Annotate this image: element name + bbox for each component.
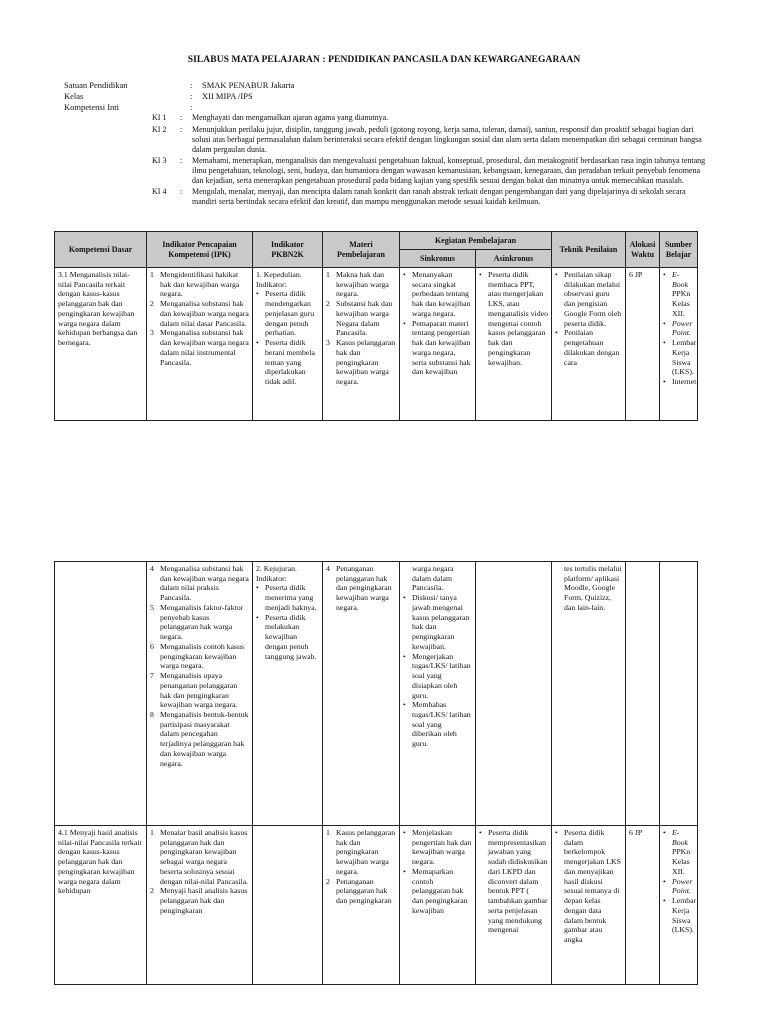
teknik-cell: tes tertulis melalui platform/ aplikasi Moodle, Google Form, Quizizz, dan lain-lain. bbox=[552, 562, 626, 826]
list-item: • Peserta didik membaca PPT, atau mengerjakan LKS, atau menganalisis video mengenai contoh kasus pelanggaran hak dan pengingkaran kewajiban. bbox=[479, 270, 548, 367]
header-alokasi: Alokasi Waktu bbox=[626, 232, 660, 268]
header-kegiatan: Kegiatan Pembelajaran bbox=[400, 232, 552, 250]
list-item: • Power Point. bbox=[663, 876, 693, 896]
sumber-cell bbox=[660, 562, 698, 826]
list-item: • Penilaian sikap dilakukan melalui observasi guru dan pengisian Google Form oleh peserta didik. bbox=[555, 270, 622, 328]
list-item: • Peserta didik melakukan kewajiban dengan penuh tanggung jawab. bbox=[256, 612, 317, 661]
identity-block bbox=[64, 80, 295, 113]
list-item: 3 Kasus pelanggaran hak dan pengingkaran kewajiban warga negara. bbox=[326, 338, 396, 387]
kd-cell: 3.1 Menganalisis nilai-nilai Pancasila terkait dengan kasus-kasus pelanggaran hak dan pengingkaran kewajiban warga negara dalam kehidupan berbangsa dan bernegara. bbox=[55, 268, 147, 421]
ipk-cell bbox=[147, 562, 253, 826]
header-ipk: Indikator Pencapaian Kompetensi (IPK) bbox=[147, 232, 253, 268]
syllabus-table-2 bbox=[54, 561, 698, 985]
list-item: 8 Menganalisis bentuk-bentuk partisipasi masyarakat dalam pencegahan terjadinya pelanggaran hak dan kewajiban warga negara. bbox=[150, 710, 249, 768]
list-item: • Lembar Kerja Siswa (LKS). bbox=[663, 338, 697, 377]
list-item: 6 Menganalisis contoh kasus pengingkaran kewajiban warga negara. bbox=[150, 641, 245, 671]
header-asinkronus: Asinkronus bbox=[476, 250, 552, 268]
list-item: 1 Menalar hasil analisis kasus pelanggaran hak dan pengingkaran kewajiban sebagai warga negara beserta solusinya sesuai dengan nilai-nilai Pancasila. bbox=[150, 828, 249, 886]
list-item: • Internet. bbox=[663, 377, 699, 387]
list-item: • Memaparkan contoh pelanggaran hak dan pengingkaran kewajiban bbox=[403, 866, 468, 915]
ki-row: KI 4 : Mengolah, menalar, menyaji, dan mencipta dalam ranah konkrit dan ranah abstrak terkait dengan pengembangan dari yang dipelajarinya di sekolah secara mandiri serta bertindak secara efektif dan kreatif, dan mampu menggunakan metode sesuai kaidah keilmuan. bbox=[152, 187, 686, 206]
sumber-cell bbox=[660, 826, 698, 985]
core-competency-list bbox=[152, 113, 708, 207]
ki-row: KI 1 : Menghayati dan mengamalkan ajaran agama yang dianutnya. bbox=[152, 113, 389, 122]
list-item: 2 Penanganan pelanggaran hak dan pengingkaran bbox=[326, 876, 392, 906]
list-item: • Mengerjakan tugas/LKS/ latihan soal yang disiapkan oleh guru. bbox=[403, 651, 471, 700]
materi-cell bbox=[323, 268, 400, 421]
teknik-cell bbox=[552, 268, 626, 421]
meta-row-school: Satuan Pendidikan : SMAK PENABUR Jakarta bbox=[64, 80, 295, 90]
list-item: • Peserta didik berani membela teman yang diperlakukan tidak adil. bbox=[256, 338, 316, 387]
document-title: SILABUS MATA PELAJARAN : PENDIDIKAN PANCASILA DAN KEWARGANEGARAAN bbox=[187, 55, 581, 65]
materi-cell bbox=[323, 826, 400, 985]
table-row bbox=[55, 562, 698, 826]
pkbn-cell: 2. Kejujuran. Indikator: • Peserta didik menerima yang menjadi haknya. • Peserta didik melakukan kewajiban dengan penuh tanggung jawab. bbox=[253, 562, 323, 826]
list-item: • Penilaian pengetahuan dilakukan dengan cara bbox=[555, 328, 620, 367]
pkbn-cell bbox=[253, 826, 323, 985]
ipk-cell bbox=[147, 268, 253, 421]
alokasi-cell: 6 JP bbox=[626, 826, 660, 985]
table-row bbox=[55, 268, 698, 421]
alokasi-cell bbox=[626, 562, 660, 826]
list-item: 2 Menganalisa substansi hak dan kewajiban warga negara dalam nilai dasar Pancasila. bbox=[150, 299, 249, 328]
list-item: • Peserta didik mempresentasikan jawaban yang sudah didiskusikan dari LKPD dan diconvert dalam bentuk PPT ( tambahkan gambar serta penjelasan yang mendukung mengenai bbox=[479, 828, 548, 935]
list-item: • Membahas tugas/LKS/ latihan soal yang diberikan oleh guru. bbox=[403, 700, 471, 749]
list-item: 1 Mengidentifikasi hakikat hak dan kewajiban warga negara. bbox=[150, 270, 240, 299]
asinkronus-cell bbox=[476, 268, 552, 421]
meta-row-ki: Kompetensi Inti : bbox=[64, 102, 193, 112]
kd-cell bbox=[55, 562, 147, 826]
table-row bbox=[55, 826, 698, 985]
list-item: 2 Menyaji hasil analisis kasus pelanggaran hak dan pengingkaran bbox=[150, 886, 248, 915]
list-item: • Peserta didik dalam berkelompok mengerjakan LKS dan menyajikan hasil diskusi sesuai temanya di depan kelas dengan data dalam bentuk gambar atau angka bbox=[555, 828, 621, 945]
syllabus-table-1 bbox=[54, 231, 698, 421]
list-item: 1 Kasus pelanggaran hak dan pengingkaran kewajiban warga negara. bbox=[326, 828, 396, 876]
list-item: • Diskusi/ tanya jawab mengenai kasus pelanggaran hak dan pengingkaran kewajiban. bbox=[403, 593, 470, 651]
list-item: • E-Book PPKn Kelas XII. bbox=[663, 270, 691, 318]
sumber-cell bbox=[660, 268, 698, 421]
ki-row: KI 3 : Memahami, menerapkan, menganalisis dan mengevaluasi pengetahuan faktual, konseptual, prosedural, dan metakognitif berdasarkan rasa ingin tahunya tentang ilmu pengetahuan, teknologi, seni, budaya, dan humaniora dengan wawasan kemanusiaan, kebangsaan, kenegaraan, dan peradaban terkait penyebab fenomena dan kejadian, serta menerapkan pengetahuan prosedural pada bidang kajian yang spesifik sesuai dengan bakat dan minatnya untuk memecahkan masalah. bbox=[152, 156, 706, 185]
list-item: 1 Makna hak dan kewajiban warga negara. bbox=[326, 270, 389, 299]
materi-cell bbox=[323, 562, 400, 826]
list-item: • Lembar Kerja Siswa (LKS). bbox=[663, 896, 697, 935]
pkbn-cell: 1. Kepedulian. Indikator: • Peserta didik mendengarkan penjelasan guru dengan penuh perhatian. • Peserta didik berani membela teman yang diperlakukan tidak adil. bbox=[253, 268, 323, 421]
list-item: 4 Menganalisa substansi hak dan kewajiban warga negara dalam nilai praksis Pancasila. bbox=[150, 564, 249, 603]
sinkronus-cell bbox=[400, 268, 476, 421]
alokasi-cell: 6 JP bbox=[626, 268, 660, 421]
ki-row: KI 2 : Menunjukkan perilaku jujur, disiplin, tanggung jawab, peduli (gotong royong, kerja sama, toleran, damai), santun, responsif dan proaktif sebagai bagian dari solusi atas berbagai permasalahan dalam berinteraksi secara efektif dengan lingkungan sosial dan alam serta dalam menempatkan diri sebagai cerminan bangsa dalam pergaulan dunia. bbox=[152, 125, 702, 154]
header-kompetensi-dasar: Kompetensi Dasar bbox=[55, 232, 147, 268]
header-teknik: Teknik Penilaian bbox=[552, 232, 626, 268]
list-item: • Menjelaskan pengertian hak dan kewajiban warga negara. bbox=[403, 828, 472, 867]
sinkronus-cell: warga negara dalam dalam Pancasila. • Diskusi/ tanya jawab mengenai kasus pelanggaran hak dan pengingkaran kewajiban. • Mengerjakan tugas/LKS/ latihan soal yang disiapkan oleh guru. • Membahas tugas/LKS/ latihan soal yang diberikan oleh guru. bbox=[400, 562, 476, 826]
kd-cell: 4.1 Menyaji hasil analisis nilai-nilai Pancasila terkait dengan kasus-kasus pelanggaran hak dan pengingkaran kewajiban warga negara dalam kehidupan bbox=[55, 826, 147, 985]
ipk-cell bbox=[147, 826, 253, 985]
list-item: • Power Point. bbox=[663, 318, 693, 338]
list-item: • Peserta didik menerima yang menjadi haknya. bbox=[256, 583, 317, 612]
list-item: 3 Menganalisa substansi hak dan kewajiban warga negara dalam nilai instrumental Pancasila. bbox=[150, 328, 249, 367]
list-item: • Pemaparan materi tentang pengertian hak dan kewajiban warga negara, serta substansi hak dan kewajiban bbox=[403, 318, 471, 377]
list-item: • Peserta didik mendengarkan penjelasan guru dengan penuh perhatian. bbox=[256, 289, 315, 338]
header-sinkronus: Sinkronus bbox=[400, 250, 476, 268]
sinkronus-cell bbox=[400, 826, 476, 985]
meta-row-class: Kelas : XII MIPA /IPS bbox=[64, 91, 253, 101]
list-item: 4 Penanganan pelanggaran hak dan pengingkaran kewajiban warga negara. bbox=[326, 564, 392, 612]
header-materi: Materi Pembelajaran bbox=[323, 232, 400, 268]
asinkronus-cell bbox=[476, 562, 552, 826]
list-item: 2 Substansi hak dan kewajiban warga Negara dalam Pancasila. bbox=[326, 299, 393, 338]
asinkronus-cell bbox=[476, 826, 552, 985]
header-sumber: Sumber Belajar bbox=[660, 232, 698, 268]
list-item: • Menanyakan secara singkat perbedaan tentang hak dan kewajiban warga negara. bbox=[403, 270, 471, 318]
header-pkbn2k: Indikator PKBN2K bbox=[253, 232, 323, 268]
list-item: 7 Menganalisis upaya penanganan pelanggaran hak dan pengingkaran kewajiban warga negara. bbox=[150, 671, 238, 710]
teknik-cell bbox=[552, 826, 626, 985]
list-item: • E-Book PPKn Kelas XII. bbox=[663, 828, 691, 876]
list-item: 5 Menganalisis faktor-faktor penyebab kasus pelanggaran hak warga negara. bbox=[150, 602, 244, 642]
